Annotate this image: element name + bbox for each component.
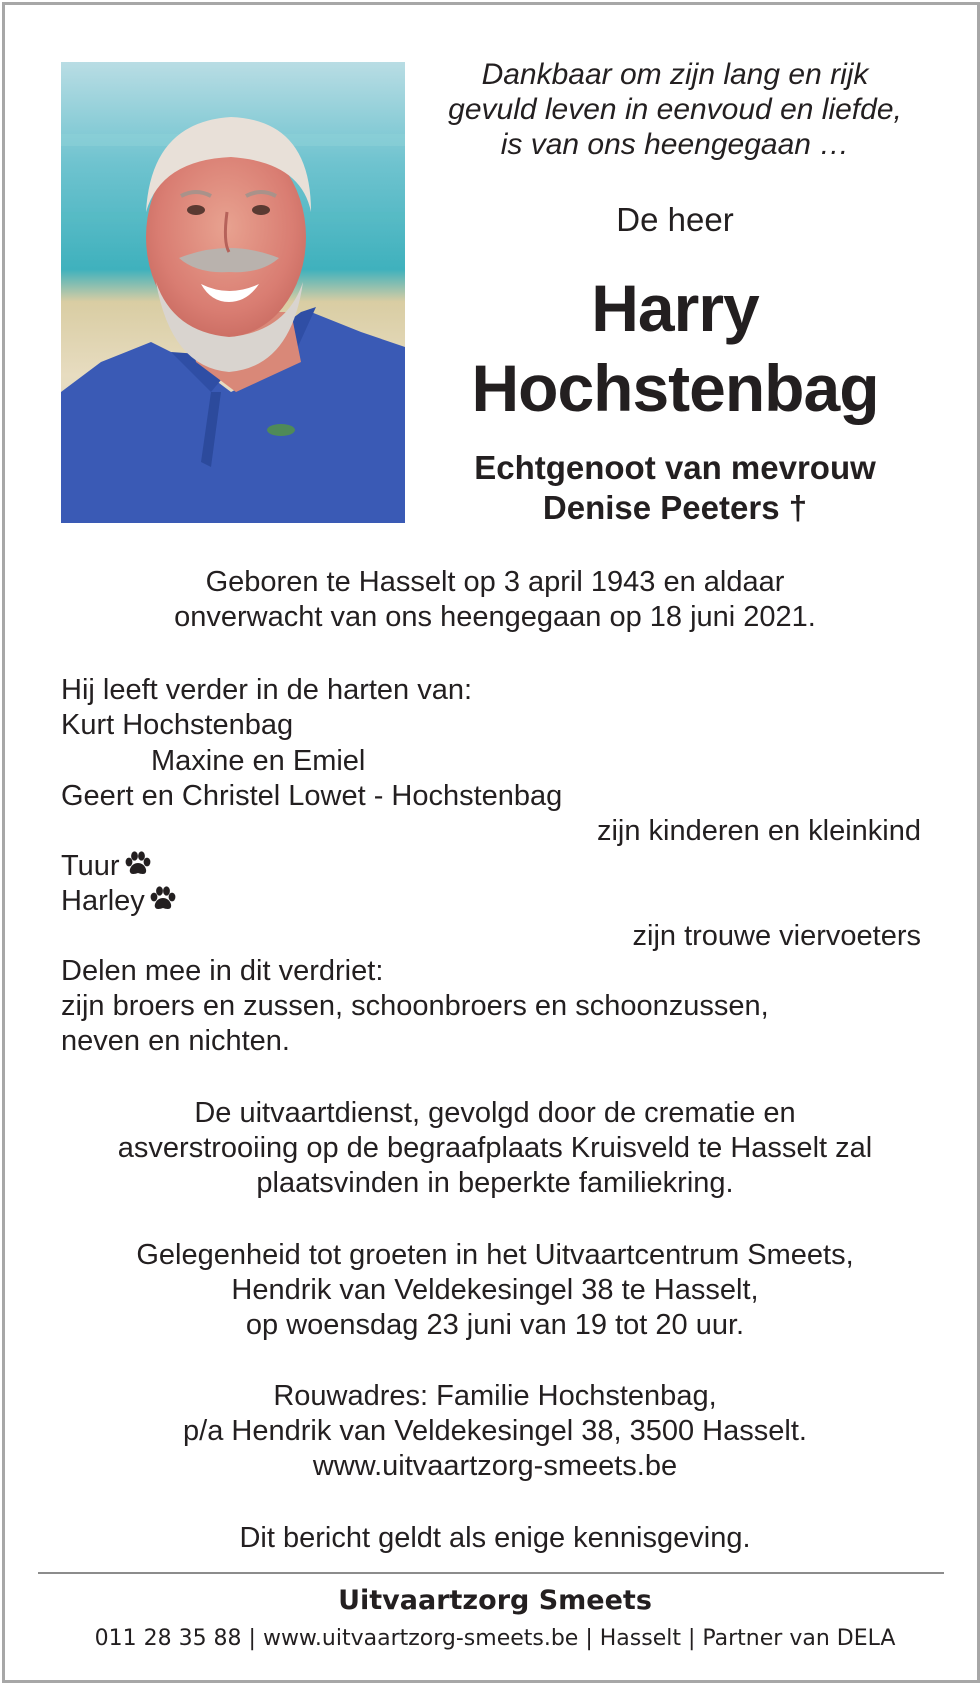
relatives-line-2: neven en nichten.	[61, 1025, 290, 1057]
paw-print-icon	[149, 886, 177, 921]
visitation-line-1: Gelegenheid tot groeten in het Uitvaartcentrum Smeets,	[136, 1239, 854, 1271]
sharing-heading: Delen mee in dit verdriet:	[61, 955, 384, 987]
intro-line-2: gevuld leven in eenvoud en liefde,	[448, 93, 902, 126]
honorific: De heer	[616, 201, 734, 238]
intro-line-3: is van ons heengegaan …	[500, 128, 850, 161]
service-info	[45, 1096, 945, 1201]
intro-verse	[415, 57, 935, 162]
pets-caption: zijn trouwe viervoeters	[632, 920, 921, 952]
funeral-firm-name: Uitvaartzorg Smeets	[338, 1585, 652, 1616]
portrait-photo	[61, 62, 405, 523]
visitation-line-2: Hendrik van Veldekesingel 38 te Hasselt,	[231, 1274, 759, 1306]
birth-death-info	[45, 565, 945, 635]
address-line-1: Rouwadres: Familie Hochstenbag,	[273, 1380, 717, 1412]
grandchildren: Maxine en Emiel	[151, 745, 366, 777]
pet-1	[61, 849, 152, 886]
family-heading: Hij leeft verder in de harten van:	[61, 674, 473, 706]
mourning-address	[45, 1379, 945, 1484]
service-line-3: plaatsvinden in beperkte familiekring.	[256, 1167, 734, 1199]
spouse-line-1: Echtgenoot van mevrouw	[474, 449, 876, 486]
intro-line-1: Dankbaar om zijn lang en rijk	[481, 58, 869, 91]
birth-line-1: Geboren te Hasselt op 3 april 1943 en aldaar	[205, 566, 785, 598]
spouse-info	[415, 448, 935, 528]
child-1: Kurt Hochstenbag	[61, 709, 294, 741]
visitation-info	[45, 1238, 945, 1343]
address-line-2: p/a Hendrik van Veldekesingel 38, 3500 Hasselt.	[183, 1415, 807, 1447]
footer-divider	[38, 1572, 944, 1574]
children-caption: zijn kinderen en kleinkind	[596, 815, 921, 847]
address-website[interactable]: www.uitvaartzorg-smeets.be	[312, 1450, 678, 1482]
service-line-2: asverstrooiing op de begraafplaats Kruisveld te Hasselt zal	[117, 1132, 873, 1164]
visitation-line-3: op woensdag 23 juni van 19 tot 20 uur.	[245, 1309, 745, 1341]
child-2: Geert en Christel Lowet - Hochstenbag	[61, 780, 563, 812]
obituary-card	[2, 2, 980, 1683]
pet-1-name: Tuur	[61, 850, 120, 882]
first-name: Harry	[591, 271, 759, 345]
paw-print-icon	[124, 851, 152, 886]
last-name: Hochstenbag	[471, 351, 879, 425]
relatives-line-1: zijn broers en zussen, schoonbroers en schoonzussen,	[61, 990, 769, 1022]
pet-2	[61, 884, 177, 921]
pet-2-name: Harley	[61, 885, 145, 917]
funeral-firm-contact: 011 28 35 88 | www.uitvaartzorg-smeets.be | Hasselt | Partner van DELA	[94, 1626, 896, 1651]
deceased-name	[415, 268, 935, 428]
birth-line-2: onverwacht van ons heengegaan op 18 juni 2021.	[174, 601, 816, 633]
service-line-1: De uitvaartdienst, gevolgd door de crematie en	[194, 1097, 796, 1129]
notice-text: Dit bericht geldt als enige kennisgeving.	[239, 1522, 751, 1554]
spouse-line-2: Denise Peeters †	[542, 489, 808, 526]
